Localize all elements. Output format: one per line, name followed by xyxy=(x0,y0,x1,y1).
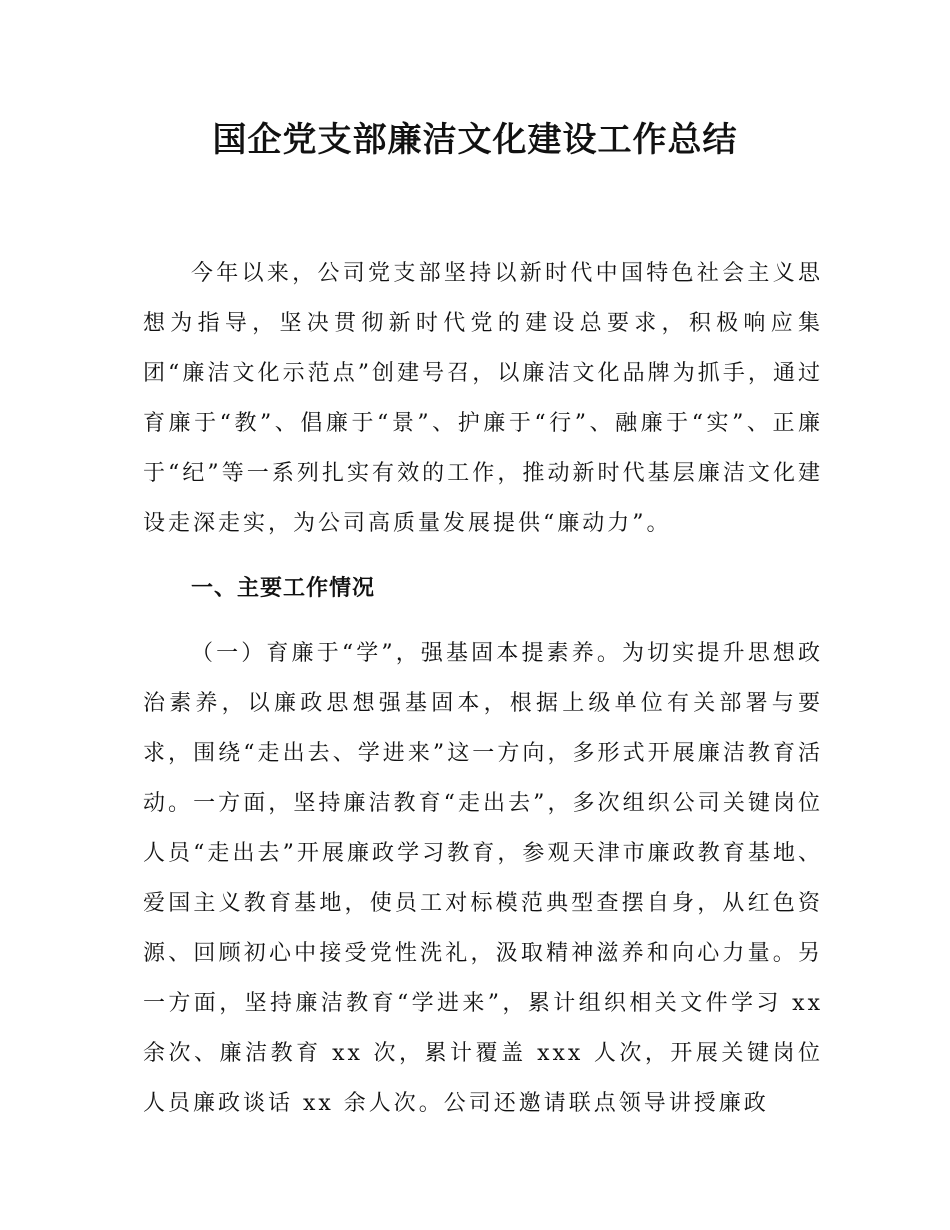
section-heading: 一、主要工作情况 xyxy=(191,576,376,601)
document-title: 国企党支部廉洁文化建设工作总结 xyxy=(212,120,738,160)
intro-paragraph: 今年以来，公司党支部坚持以新时代中国特色社会主义思想为指导，坚决贯彻新时代党的建设总要求，积极响应集团“廉洁文化示范点”创建号召，以廉洁文化品牌为抓手，通过育廉于“教”、倡廉于“景”、护廉于“行”、融廉于“实”、正廉于“纪”等一系列扎实有效的工作，推动新时代基层廉洁文化建设走深走实，为公司高质量发展提供“廉动力”。 xyxy=(143,261,823,536)
section-paragraph: （一）育廉于“学”，强基固本提素养。为切实提升思想政治素养，以廉政思想强基固本，根据上级单位有关部署与要求，围绕“走出去、学进来”这一方向，多形式开展廉洁教育活动。一方面，坚持廉洁教育“走出去”，多次组织公司关键岗位人员“走出去”开展廉政学习教育，参观天津市廉政教育基地、爱国主义教育基地，使员工对标模范典型查摆自身，从红色资源、回顾初心中接受党性洗礼，汲取精神滋养和向心力量。另一方面，坚持廉洁教育“学进来”，累计组织相关文件学习 xx 余次、廉洁教育 xx 次，累计覆盖 xxx 人次，开展关键岗位人员廉政谈话 xx 余人次。公司还邀请联点领导讲授廉政 xyxy=(143,641,823,1116)
